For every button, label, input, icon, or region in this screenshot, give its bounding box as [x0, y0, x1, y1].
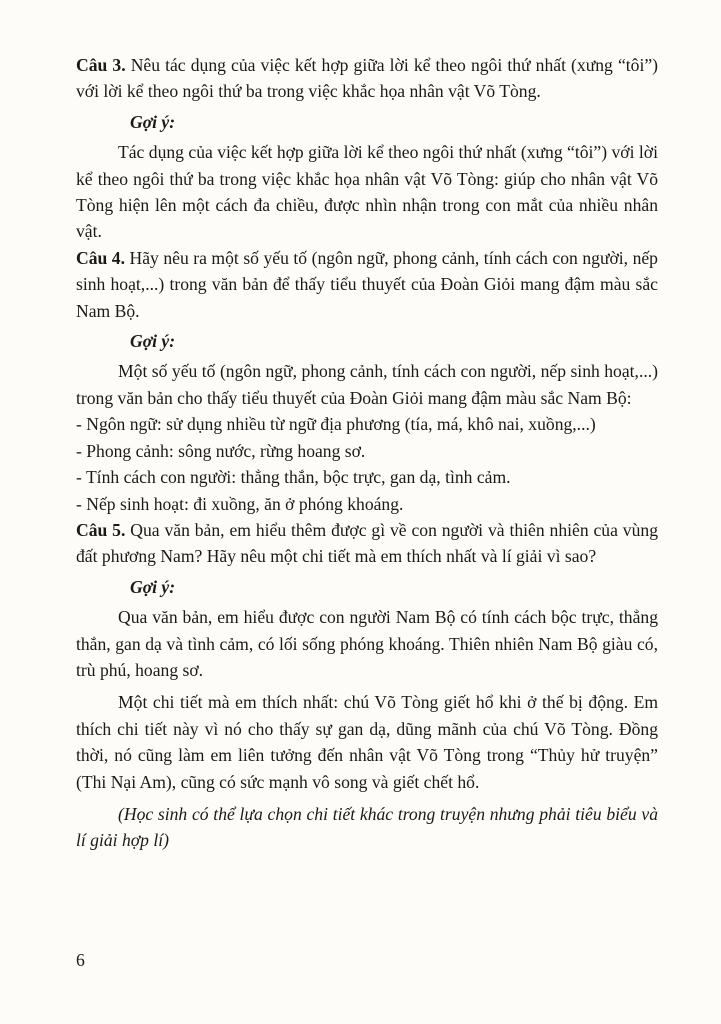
question-5-label: Câu 5. [76, 519, 126, 540]
answer-q3: Tác dụng của việc kết hợp giữa lời kể theo ngôi thứ nhất (xưng “tôi”) với lời kể theo ngôi thứ ba trong việc khắc họa nhân vật Võ Tòng: giúp cho nhân vật Võ Tòng hiện lên một cách đa chiều, được nhìn nhận trong con mắt của nhiều nhân vật. [76, 142, 658, 242]
question-5 [76, 517, 658, 570]
question-3 [76, 52, 658, 105]
hint-label-q5: Gợi ý: [130, 576, 176, 597]
answer-q4-bullet: - Tính cách con người: thẳng thắn, bộc trực, gan dạ, tình cảm. [76, 467, 511, 488]
question-3-text: Nêu tác dụng của việc kết hợp giữa lời kể theo ngôi thứ nhất (xưng “tôi”) với lời kể theo ngôi thứ ba trong việc khắc họa nhân vật Võ Tòng. [76, 55, 658, 102]
hint-label-q3: Gợi ý: [130, 111, 176, 132]
question-4 [76, 245, 658, 324]
hint-label-q4: Gợi ý: [130, 331, 176, 352]
answer-q5-note: (Học sinh có thể lựa chọn chi tiết khác trong truyện nhưng phải tiêu biểu và lí giải hợp lí) [76, 803, 658, 851]
answer-q4-bullet: - Phong cảnh: sông nước, rừng hoang sơ. [76, 440, 366, 461]
question-4-text: Hãy nêu ra một số yếu tố (ngôn ngữ, phong cảnh, tính cách con người, nếp sinh hoạt,...) trong văn bản để thấy tiểu thuyết của Đoàn Giỏi mang đậm màu sắc Nam Bộ. [76, 247, 658, 321]
question-5-text: Qua văn bản, em hiểu thêm được gì về con người và thiên nhiên của vùng đất phương Nam? Hãy nêu một chi tiết mà em thích nhất và lí giải vì sao? [76, 519, 658, 567]
question-4-label: Câu 4. [76, 247, 125, 268]
answer-q4: Một số yếu tố (ngôn ngữ, phong cảnh, tính cách con người, nếp sinh hoạt,...) trong văn bản cho thấy tiểu thuyết của Đoàn Giỏi mang đậm màu sắc Nam Bộ: [76, 361, 658, 408]
page-content [76, 52, 658, 854]
answer-q5-paragraph-1: Qua văn bản, em hiểu được con người Nam Bộ có tính cách bộc trực, thẳng thắn, gan dạ và tình cảm, có lối sống phóng khoáng. Thiên nhiên Nam Bộ giàu có, trù phú, hoang sơ. [76, 607, 658, 680]
question-3-label: Câu 3. [76, 55, 126, 75]
answer-q5-paragraph-2: Một chi tiết mà em thích nhất: chú Võ Tòng giết hổ khi ở thế bị động. Em thích chi tiết này vì nó cho thấy sự gan dạ, dũng mãnh của chú Võ Tòng. Đồng thời, nó cũng làm em liên tưởng đến nhân vật Võ Tòng trong “Thủy hử truyện” (Thi Nại Am), cũng có sức mạnh vô song và giết chết hổ. [76, 692, 658, 792]
answer-q4-bullet: - Nếp sinh hoạt: đi xuồng, ăn ở phóng khoáng. [76, 493, 404, 514]
answer-q4-bullet: - Ngôn ngữ: sử dụng nhiều từ ngữ địa phương (tía, má, khô nai, xuồng,...) [76, 414, 596, 435]
page-number: 6 [76, 950, 85, 970]
